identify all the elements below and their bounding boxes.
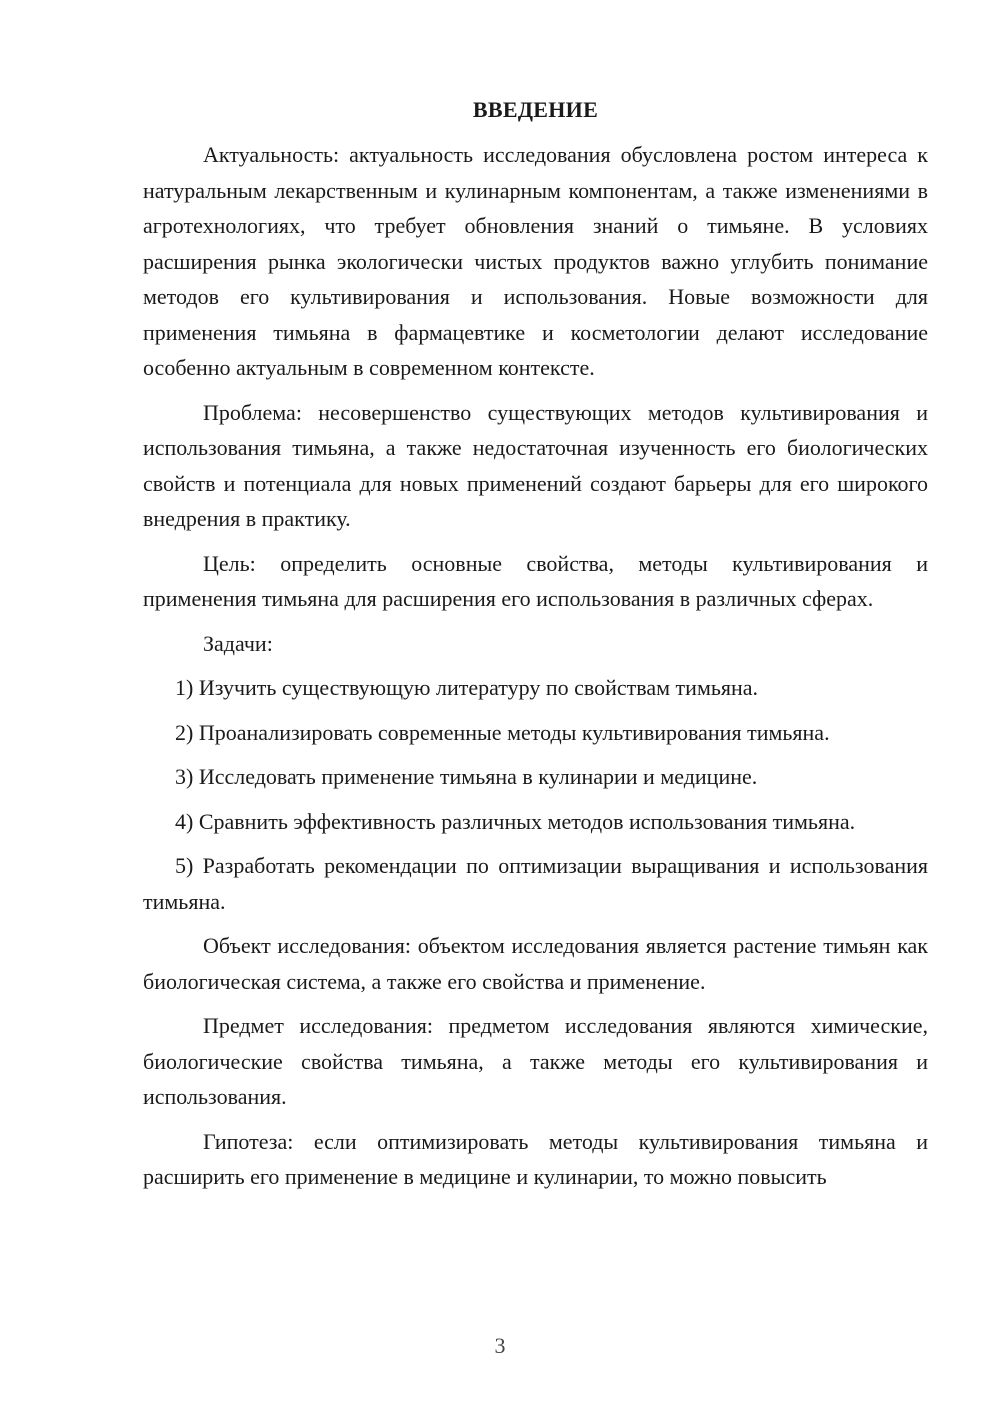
paragraph-hypothesis: Гипотеза: если оптимизировать методы культивирования тимьяна и расширить его применение в медицине и кулинарии, то можно повысить [143, 1128, 928, 1189]
paragraph-relevance: Актуальность: актуальность исследования обусловлена ростом интереса к натуральным лекарственным и кулинарным компонентам, а также изменениями в агротехнологиях, что требует обновления знаний о тимьяне. В условиях расширения рынка экологически чистых продуктов важно углубить понимание методов его культивирования и использования. Новые возможности для применения тимьяна в фармацевтике и косметологии делают исследование особенно актуальным в современном контексте. [143, 142, 928, 380]
task-item-2: 2) Проанализировать современные методы культивирования тимьяна. [175, 719, 830, 745]
paragraph-goal: Цель: определить основные свойства, методы культивирования и применения тимьяна для расширения его использования в различных сферах. [143, 550, 928, 611]
document-page [143, 92, 928, 1204]
task-item-3: 3) Исследовать применение тимьяна в кулинарии и медицине. [175, 764, 758, 789]
task-item-5: 5) Разработать рекомендации по оптимизации выращивания и использования тимьяна. [143, 853, 928, 914]
paragraph-problem: Проблема: несовершенство существующих методов культивирования и использования тимьяна, а также недостаточная изученность его биологических свойств и потенциала для новых применений создают барьеры для его широкого внедрения в практику. [143, 399, 928, 531]
task-item-4: 4) Сравнить эффективность различных методов использования тимьяна. [175, 808, 856, 834]
paragraph-tasks-heading: Задачи: [203, 630, 273, 656]
page-number: 3 [494, 1333, 506, 1358]
page-title: ВВЕДЕНИЕ [472, 97, 599, 122]
task-item-1: 1) Изучить существующую литературу по свойствам тимьяна. [175, 675, 759, 700]
paragraph-subject: Предмет исследования: предметом исследования являются химические, биологические свойства тимьяна, а также методы его культивирования и использования. [143, 1013, 928, 1109]
paragraph-object: Объект исследования: объектом исследования является растение тимьян как биологическая система, а также его свойства и применение. [143, 933, 928, 994]
